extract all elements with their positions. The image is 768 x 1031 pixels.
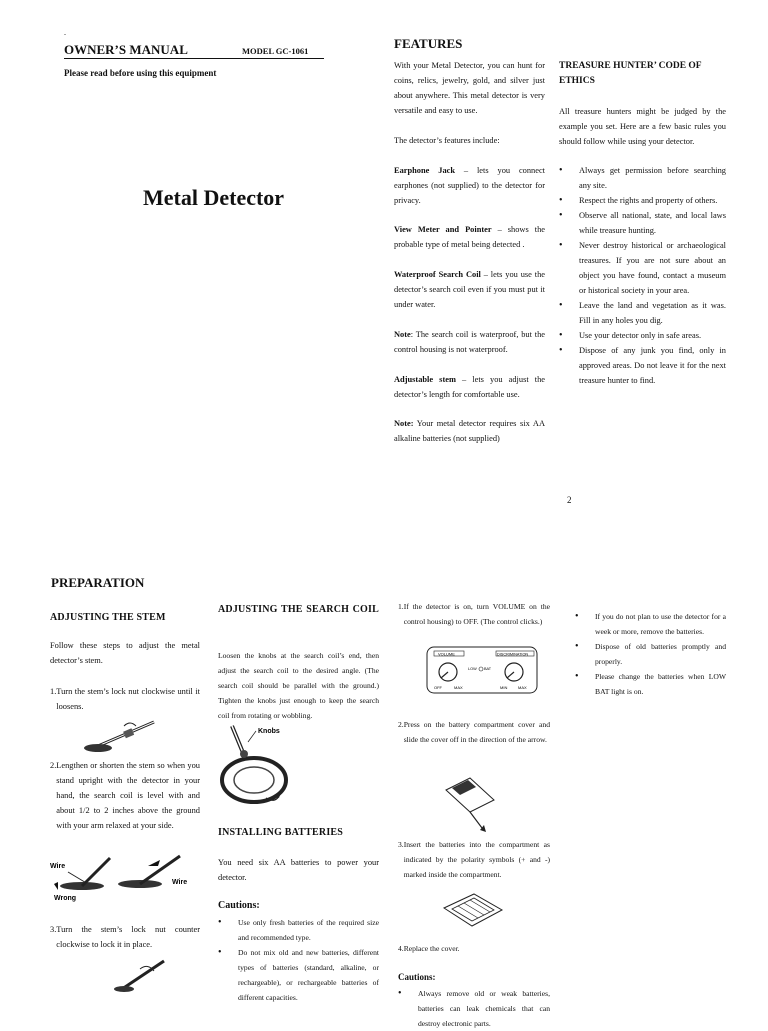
features-includes: The detector’s features include: (394, 136, 500, 145)
model-number: MODEL GC-1061 (242, 46, 309, 56)
coil-text: Loosen the knobs at the search coil’s end, then adjust the search coil to the desired angle. (The search coil should be parallel with the ground.) Tighten the knobs just enough to keep the search coil from rotating or wobbling. (218, 651, 379, 720)
low-bat-label: LOW (468, 667, 477, 671)
discrimination-label: DISCRIMINATION (497, 652, 529, 657)
step-text: Replace the cover. (403, 944, 460, 953)
ethics-rule: • Never destroy historical or archaeological treasures. If you are not sure about an object you have found, contact a museum or historical society in your area. (559, 238, 726, 298)
arrow-icon (54, 882, 58, 890)
feature-term: Note (394, 330, 411, 339)
max-label: MAX (518, 685, 527, 690)
coil-heading: ADJUSTING THE SEARCH COIL (218, 604, 379, 615)
ethics-intro: All treasure hunters might be judged by the example you set. Here are a few basic rules you should follow while using your detector. (559, 107, 726, 146)
feature-item (394, 267, 545, 312)
step-text: Turn the stem’s lock nut counter clockwise to lock it in place. (56, 925, 200, 949)
caution-item: • Use only fresh batteries of the required size and recommended type. (218, 915, 379, 945)
stem-intro: Follow these steps to adjust the metal detector’s stem. (50, 641, 200, 665)
stem-step (50, 758, 200, 833)
battery-step (398, 717, 550, 747)
wire-label: Wire (50, 863, 66, 870)
search-coil-shape (84, 744, 112, 752)
stem-figure (80, 716, 160, 756)
step-number: 1. (50, 687, 57, 696)
step-text: Lengthen or shorten the stem so when you stand upright with the detector in your hand, the search coil is level with and about 1/2 to 2 inches above the ground with your arm relaxed at your side. (56, 761, 200, 830)
step-text: Insert the batteries into the compartment as indicated by the polarity symbols (+ and -) marked inside the compartment. (403, 840, 550, 879)
step-number: 2. (50, 761, 57, 770)
step-number: 2. (398, 720, 404, 729)
ethics-rule: • Respect the rights and property of others. (559, 193, 726, 208)
stem-heading: ADJUSTING THE STEM (50, 612, 166, 623)
step-text: If the detector is on, turn VOLUME on the control housing) to OFF. (The control clicks.) (403, 602, 550, 626)
control-panel-figure (426, 646, 538, 694)
read-before-note: Please read before using this equipment (64, 68, 217, 78)
rotation-arrow-icon (124, 723, 136, 726)
ethics-rule: • Always get permission before searching any site. (559, 163, 726, 193)
cautions-list (218, 915, 379, 1005)
stem-step (50, 684, 200, 714)
cautions-heading: Cautions: (218, 900, 260, 911)
wrong-label: Wrong (54, 895, 77, 902)
cautions-list (398, 986, 550, 1031)
step-number: 1. (398, 602, 404, 611)
step-number: 3. (398, 840, 404, 849)
ethics-rules-list (559, 163, 726, 388)
manual-header (64, 42, 324, 59)
slide-arrow-line (470, 812, 482, 828)
feature-text: – lets you use the detector’s search coil even if you must put it under water. (394, 270, 545, 309)
stem-shaft (82, 858, 110, 886)
feature-item (394, 327, 545, 357)
search-coil-shape (114, 986, 134, 992)
cover-figure (440, 772, 500, 834)
volume-label: VOLUME (438, 651, 455, 657)
product-title: Metal Detector (143, 185, 285, 210)
corner-dot: . (64, 28, 66, 37)
battery-step (398, 599, 550, 629)
battery-tips-list (575, 609, 726, 699)
max-label: MAX (454, 685, 463, 690)
feature-item (394, 372, 545, 402)
feature-text: – lets you adjust the detector’s length for comfortable use. (394, 375, 545, 399)
ethics-rule: • Dispose of any junk you find, only in approved areas. Do not leave it for the next treasure hunter to find. (559, 343, 726, 388)
caution-item: • Always remove old or weak batteries, batteries can leak chemicals that can destroy electronic parts. (398, 986, 550, 1031)
feature-item (394, 163, 545, 208)
feature-text: : The search coil is waterproof, but the control housing is not waterproof. (394, 330, 545, 354)
feature-term: Waterproof Search Coil (394, 270, 481, 279)
step-text: Turn the stem’s lock nut clockwise until it loosens. (56, 687, 200, 711)
cautions-heading: Cautions: (398, 972, 436, 982)
ethics-rule: • Leave the land and vegetation as it was. Fill in any holes you dig. (559, 298, 726, 328)
battery-tip: • If you do not plan to use the detector for a week or more, remove the batteries. (575, 609, 726, 639)
search-coil-shape (222, 758, 286, 802)
knobs-figure (218, 720, 298, 812)
feature-term: View Meter and Pointer (394, 225, 492, 234)
manual-title: OWNER’S MANUAL (64, 42, 188, 57)
features-column (394, 58, 545, 148)
feature-item (394, 222, 545, 252)
step-text: Press on the battery compartment cover and slide the cover off in the direction of the arrow. (403, 720, 550, 744)
batteries-text: You need six AA batteries to power your detector. (218, 858, 379, 882)
battery-tip: • Dispose of old batteries promptly and properly. (575, 639, 726, 669)
arrow-icon (148, 860, 160, 866)
min-label: MIN (500, 685, 508, 690)
knob-shape (240, 750, 248, 758)
feature-text: – lets you connect earphones (not supplied) to the detector for privacy. (394, 166, 545, 205)
ethics-rule: • Use your detector only in safe areas. (559, 328, 726, 343)
feature-text: – shows the probable type of metal being detected . (394, 225, 545, 249)
stem-step (50, 922, 200, 952)
feature-term: Note: (394, 419, 414, 428)
stem-shaft (122, 961, 164, 989)
feature-term: Adjustable stem (394, 375, 456, 384)
wire-label: Wire (172, 879, 188, 886)
knobs-label: Knobs (258, 728, 280, 735)
search-coil-inner (234, 767, 274, 793)
battery-tip: • Please change the batteries when LOW BAT light is on. (575, 669, 726, 699)
features-heading: FEATURES (394, 36, 463, 51)
page-number: 2 (567, 495, 572, 505)
battery-compartment-figure (440, 890, 506, 932)
feature-term: Earphone Jack (394, 166, 456, 175)
battery-step (398, 837, 550, 882)
feature-text: Your metal detector requires six AA alkaline batteries (not supplied) (394, 419, 545, 443)
wire-figure (48, 852, 198, 904)
ethics-rule: • Observe all national, state, and local laws while treasure hunting. (559, 208, 726, 238)
off-label: OFF (434, 685, 442, 690)
step-number: 3. (50, 925, 57, 934)
battery-step (398, 941, 550, 956)
bat-label: BAT (484, 667, 492, 671)
knob-pointer (248, 731, 256, 742)
feature-item (394, 416, 545, 446)
stem-lock-figure (110, 955, 170, 995)
features-intro: With your Metal Detector, you can hunt for coins, relics, jewelry, gold, and silver just about anywhere. This metal detector is very versatile and easy to use. (394, 61, 545, 115)
batteries-heading: INSTALLING BATTERIES (218, 827, 344, 838)
preparation-heading: PREPARATION (51, 575, 145, 590)
step-number: 4. (398, 944, 404, 953)
caution-item: • Do not mix old and new batteries, different types of batteries (standard, alkaline, or rechargeable), or rechargeable batteries of different capacities. (218, 945, 379, 1005)
ethics-heading: TREASURE HUNTER’ CODE OF ETHICS (559, 61, 702, 86)
